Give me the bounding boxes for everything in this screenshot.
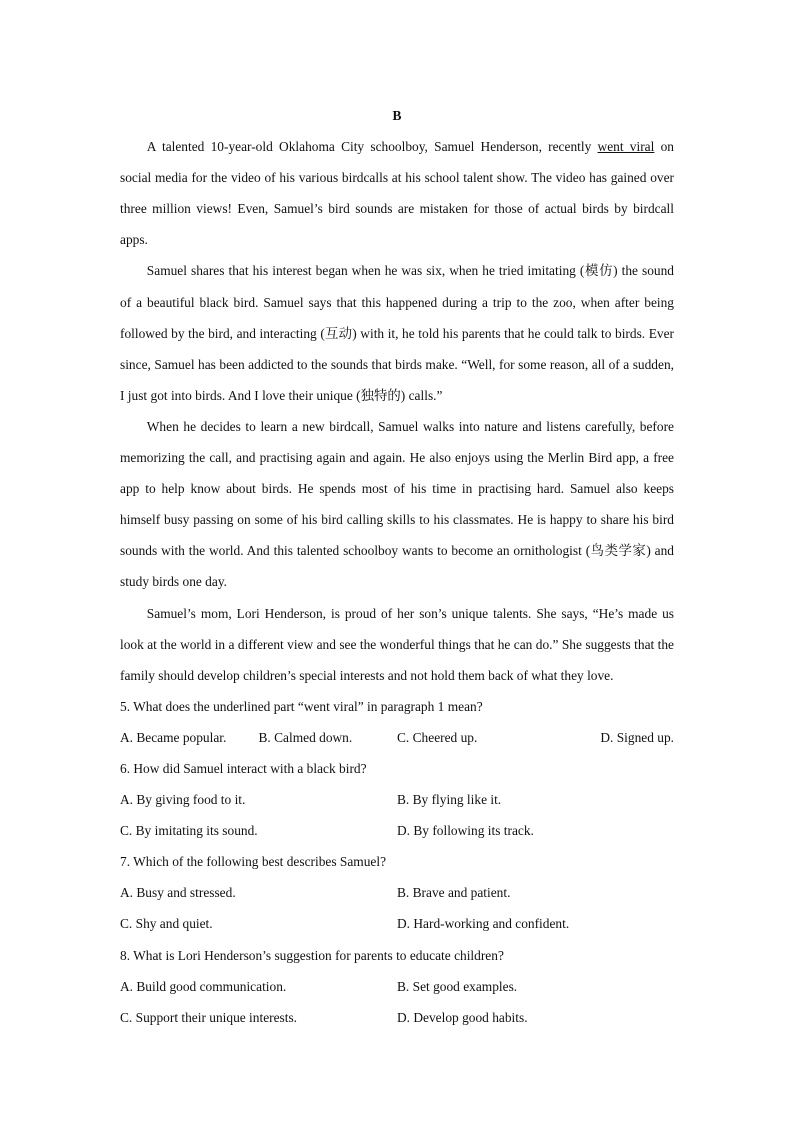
passage-paragraph-1 bbox=[120, 131, 674, 255]
question-6-stem: 6. How did Samuel interact with a black bird? bbox=[120, 760, 367, 776]
question-8-option-b: B. Set good examples. bbox=[397, 978, 518, 994]
document-page bbox=[120, 100, 674, 1033]
underlined-phrase: went viral bbox=[597, 139, 655, 155]
question-7-option-d: D. Hard-working and confident. bbox=[397, 916, 570, 932]
question-7-option-b: B. Brave and patient. bbox=[397, 885, 511, 901]
question-7-options-row-2 bbox=[120, 908, 674, 939]
question-6-option-b: B. By flying like it. bbox=[397, 792, 502, 808]
passage-paragraph-4: Samuel’s mom, Lori Henderson, is proud of her son’s unique talents. She says, “He’s made us look at the world in a different view and see the wonderful things that he can do.” She suggests that the family should develop children’s special interests and not hold them back of what they love. bbox=[120, 605, 674, 683]
question-6-option-d: D. By following its track. bbox=[397, 823, 534, 839]
question-8-options-row-2 bbox=[120, 1002, 674, 1033]
question-5-option-a: A. Became popular. bbox=[120, 729, 227, 745]
question-6-options-row-2 bbox=[120, 815, 674, 846]
question-8-option-a: A. Build good communication. bbox=[120, 978, 287, 994]
question-6-option-a: A. By giving food to it. bbox=[120, 792, 246, 808]
question-7-option-a: A. Busy and stressed. bbox=[120, 885, 236, 901]
question-6-option-c: C. By imitating its sound. bbox=[120, 823, 258, 839]
paragraph-1-before: A talented 10-year-old Oklahoma City schoolboy, Samuel Henderson, recently bbox=[146, 139, 598, 155]
question-8-stem: 8. What is Lori Henderson’s suggestion for parents to educate children? bbox=[120, 947, 504, 963]
question-7-option-c: C. Shy and quiet. bbox=[120, 916, 213, 932]
question-8-option-d: D. Develop good habits. bbox=[397, 1009, 528, 1025]
passage-paragraph-3: When he decides to learn a new birdcall, Samuel walks into nature and listens carefully, before memorizing the call, and practising again and again. He also enjoys using the Merlin Bird app, a free app to help know about birds. He spends most of his time in practising hard. Samuel also keeps himself busy passing on some of his bird calling skills to his classmates. He is happy to share his bird sounds with the world. And this talented schoolboy wants to become an ornithologist (鸟类学家) and study birds one day. bbox=[120, 418, 674, 590]
question-5-option-b: B. Calmed down. bbox=[258, 729, 353, 745]
question-5-options bbox=[120, 722, 674, 753]
question-8-option-c: C. Support their unique interests. bbox=[120, 1009, 298, 1025]
passage-paragraph-2: Samuel shares that his interest began when he was six, when he tried imitating (模仿) the sound of a beautiful black bird. Samuel says that this happened during a trip to the zoo, when after being followed by the bird, and interacting (互动) with it, he told his parents that he could talk to birds. Ever since, Samuel has been addicted to the sounds that birds make. “Well, for some reason, all of a sudden, I just got into birds. And I love their unique (独特的) calls.” bbox=[120, 263, 674, 403]
paragraph-1-after: on social media for the video of his various birdcalls at his school talent show. The video has gained over three million views! Even, Samuel’s bird sounds are mistaken for those of actual birds by birdcall apps. bbox=[120, 139, 674, 248]
question-8-options-row-1 bbox=[120, 971, 674, 1002]
question-5-stem: 5. What does the underlined part “went viral” in paragraph 1 mean? bbox=[120, 698, 483, 714]
question-5-option-d: D. Signed up. bbox=[600, 729, 674, 745]
section-title: B bbox=[392, 108, 402, 123]
question-7-options-row-1 bbox=[120, 877, 674, 908]
question-5-option-c: C. Cheered up. bbox=[397, 729, 478, 745]
question-7-stem: 7. Which of the following best describes Samuel? bbox=[120, 854, 387, 870]
question-6-options-row-1 bbox=[120, 784, 674, 815]
